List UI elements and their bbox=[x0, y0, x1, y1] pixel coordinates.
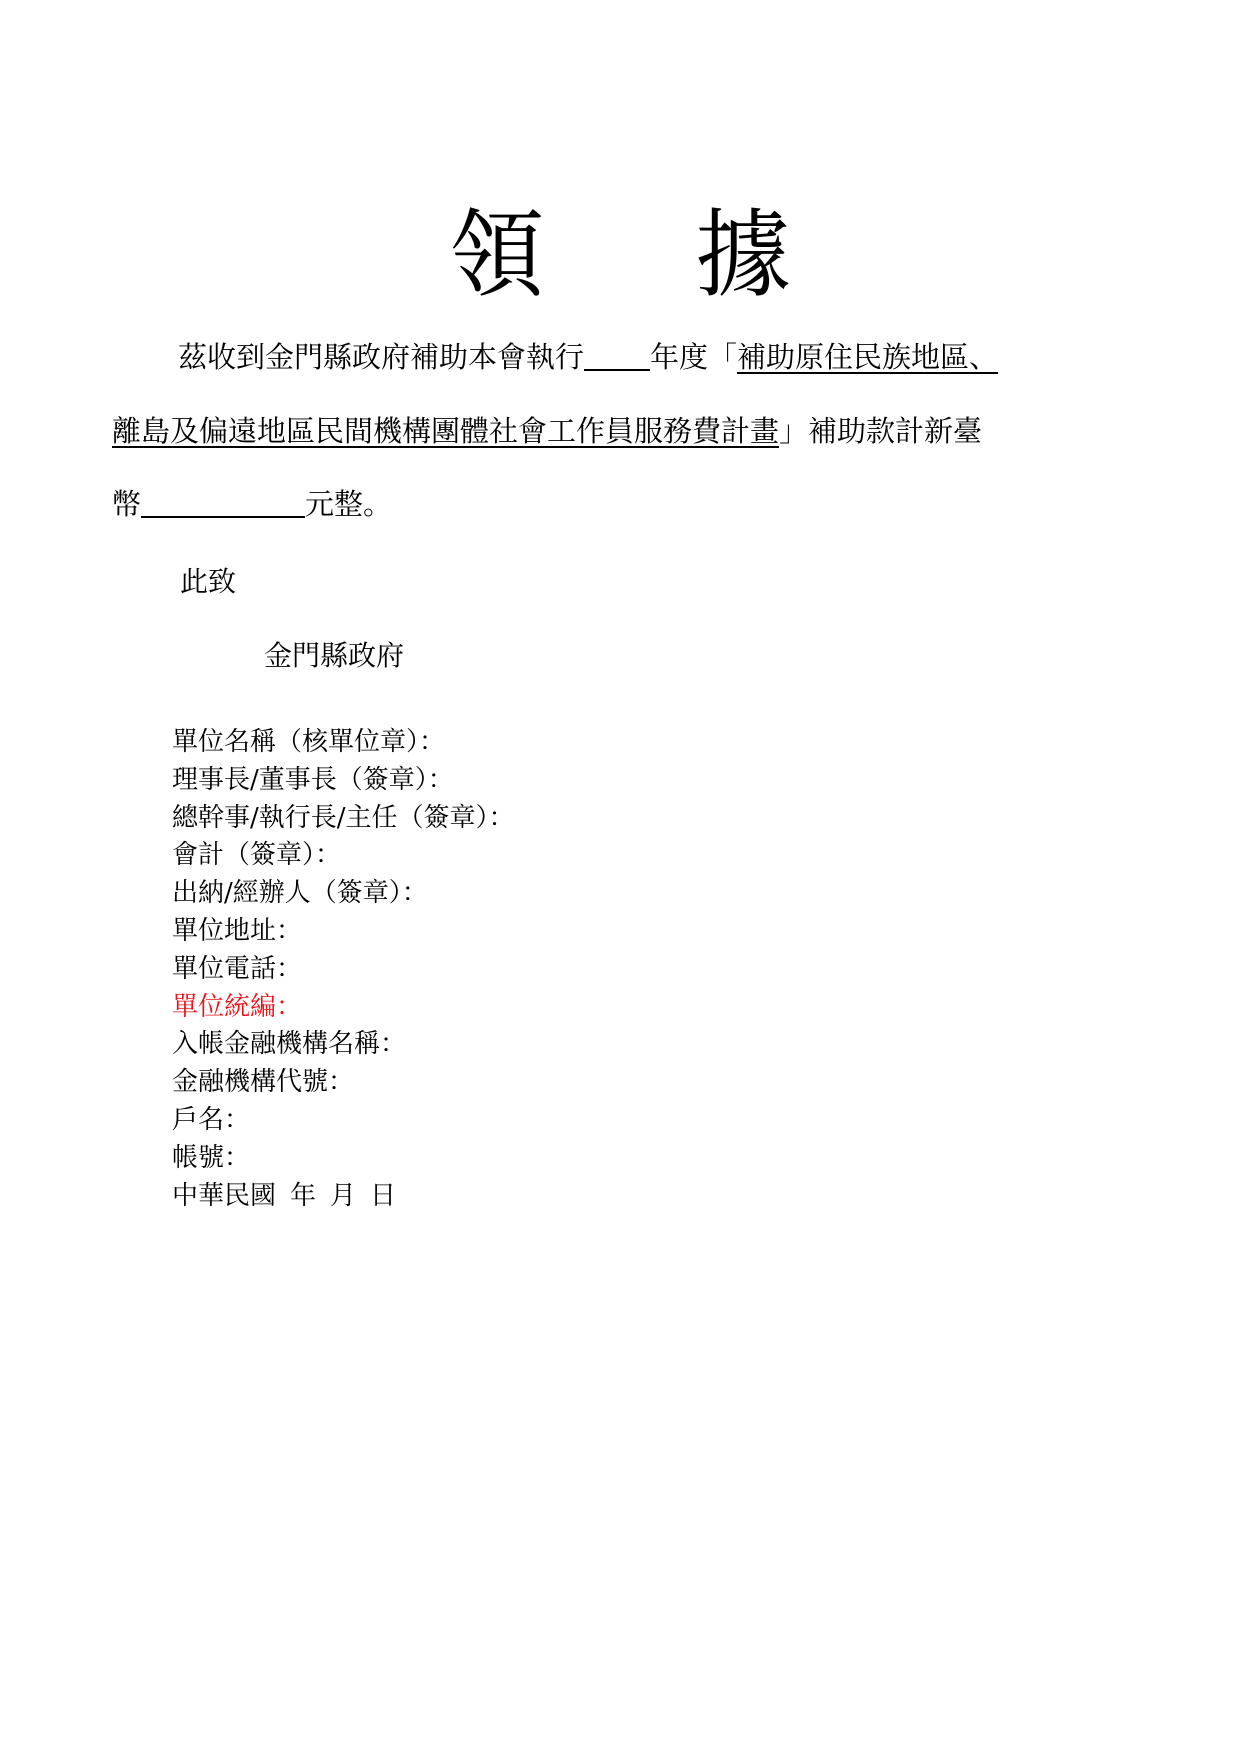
field-label: 總幹事/執行長/主任（簽章）： bbox=[172, 802, 515, 833]
paragraph-line-1 bbox=[112, 337, 1122, 377]
field-label: 帳號： bbox=[172, 1142, 251, 1173]
field-unit-name bbox=[172, 724, 515, 762]
paragraph-line-3 bbox=[112, 484, 1122, 524]
paragraph-prefix: 茲收到金門縣政府補助本會執行 bbox=[178, 340, 585, 374]
subsidy-text: 」補助款計新臺 bbox=[779, 414, 983, 448]
signature-fields bbox=[172, 724, 515, 1215]
field-unit-address bbox=[172, 913, 515, 951]
field-unit-phone bbox=[172, 951, 515, 989]
date-day: 日 bbox=[370, 1180, 397, 1211]
year-suffix: 年度「 bbox=[650, 340, 738, 374]
plan-name-part-2: 離島及偏遠地區民間機構團體社會工作員服務費計畫 bbox=[112, 414, 780, 448]
amount-blank[interactable] bbox=[141, 486, 305, 518]
field-cashier bbox=[172, 875, 515, 913]
paragraph-line-2 bbox=[112, 411, 1122, 451]
field-bank-name bbox=[172, 1026, 515, 1064]
field-accountant bbox=[172, 837, 515, 875]
year-blank[interactable] bbox=[584, 339, 650, 371]
date-era: 中華民國 bbox=[172, 1180, 277, 1211]
date-month: 月 bbox=[330, 1180, 357, 1211]
plan-name-part-1: 補助原住民族地區、 bbox=[737, 340, 999, 374]
amount-suffix: 元整。 bbox=[305, 487, 393, 521]
field-label: 會計（簽章）： bbox=[172, 840, 342, 871]
title-char-2: 據 bbox=[695, 199, 791, 311]
title-char-1: 領 bbox=[449, 199, 545, 311]
field-label: 單位電話： bbox=[172, 953, 303, 984]
field-account-holder bbox=[172, 1102, 515, 1140]
field-bank-code bbox=[172, 1064, 515, 1102]
field-label: 出納/經辦人（簽章）： bbox=[172, 878, 428, 909]
field-label: 戶名： bbox=[172, 1104, 251, 1135]
field-label: 金融機構代號： bbox=[172, 1067, 355, 1098]
document-title bbox=[0, 200, 1240, 310]
salutation: 此致 bbox=[180, 565, 237, 598]
field-account-number bbox=[172, 1140, 515, 1178]
field-label: 入帳金融機構名稱： bbox=[172, 1029, 407, 1060]
field-label: 理事長/董事長（簽章）： bbox=[172, 764, 454, 795]
field-chairman bbox=[172, 762, 515, 800]
currency-text: 幣 bbox=[112, 487, 142, 521]
field-director bbox=[172, 800, 515, 838]
date-line bbox=[172, 1178, 515, 1216]
date-year: 年 bbox=[290, 1180, 317, 1211]
field-label: 單位地址： bbox=[172, 915, 303, 946]
field-label: 單位名稱（核單位章）： bbox=[172, 727, 446, 757]
field-label: 單位統編： bbox=[172, 991, 303, 1022]
recipient: 金門縣政府 bbox=[264, 639, 405, 672]
field-tax-id bbox=[172, 989, 515, 1027]
